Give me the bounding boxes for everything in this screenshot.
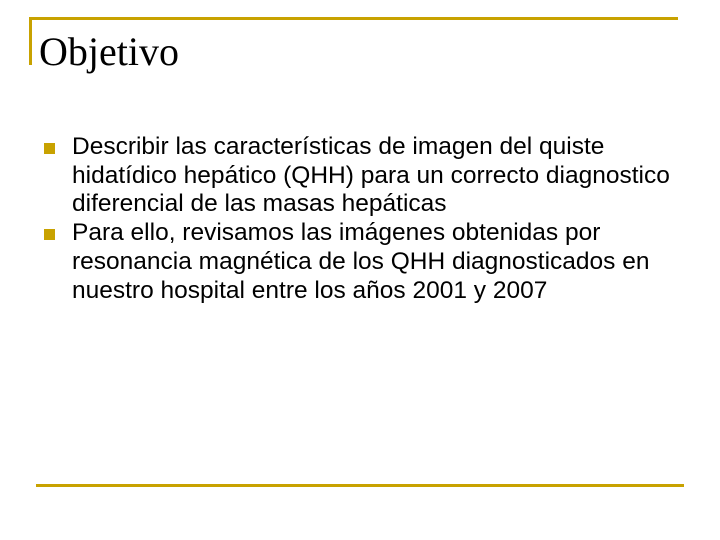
slide-title: Objetivo xyxy=(39,29,179,74)
bullet-item-method xyxy=(42,219,672,305)
square-bullet-icon xyxy=(44,143,55,154)
bullet-list xyxy=(42,133,672,305)
bullet-text: Describir las características de imagen del quiste hidatídico hepático (QHH) para un correcto diagnostico diferencial de las masas hepáticas xyxy=(72,133,670,218)
bottom-rule xyxy=(36,484,684,487)
bullet-text: Para ello, revisamos las imágenes obtenidas por resonancia magnética de los QHH diagnosticados en nuestro hospital entre los años 2001 y 2007 xyxy=(72,219,650,304)
left-rule xyxy=(29,17,32,65)
top-rule xyxy=(29,17,678,20)
square-bullet-icon xyxy=(44,229,55,240)
bullet-item-objective xyxy=(42,133,672,219)
